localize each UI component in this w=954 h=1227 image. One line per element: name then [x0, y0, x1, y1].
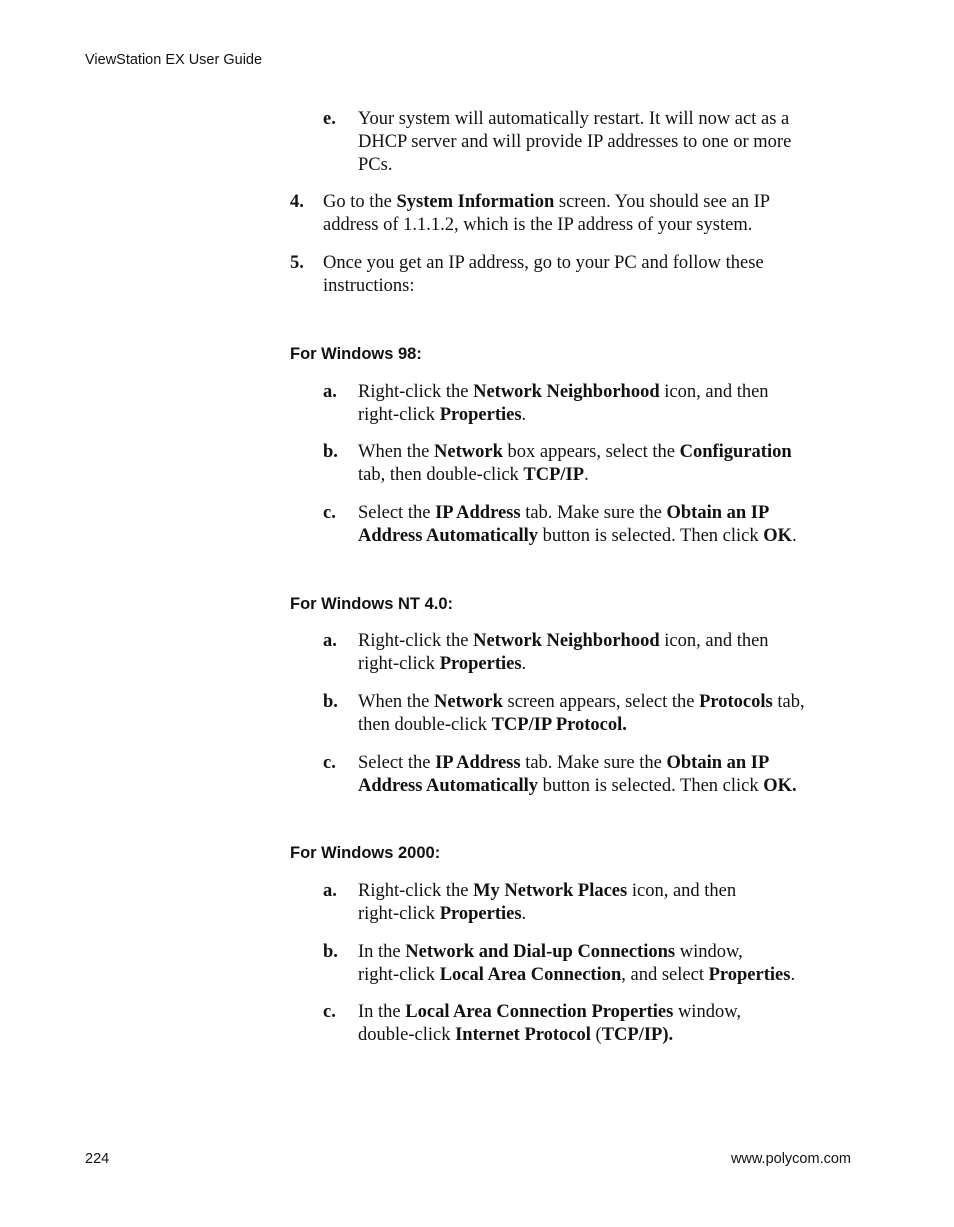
ui-term: Network Neighborhood — [473, 382, 660, 402]
step-label: c. — [323, 1002, 336, 1022]
text-line — [323, 275, 764, 298]
step-text — [358, 108, 791, 177]
step-text — [358, 502, 797, 548]
text-run: icon, and then — [659, 631, 769, 651]
text-run: In the — [358, 942, 406, 962]
section-heading-win2000: For Windows 2000: — [290, 844, 441, 862]
text-run: Select the — [358, 753, 436, 773]
step-text — [323, 191, 770, 237]
ui-term: TCP/IP — [523, 465, 585, 485]
text-line — [323, 191, 770, 214]
text-run: PCs. — [358, 155, 393, 175]
text-run: . — [521, 654, 527, 674]
step-text — [358, 752, 797, 798]
text-run: instructions: — [323, 276, 415, 296]
text-run: DHCP server and will provide IP addresses to one or more — [358, 132, 792, 152]
text-run: right-click — [358, 965, 440, 985]
text-run: window, — [673, 1002, 741, 1022]
ui-term: Obtain an IP — [666, 753, 770, 773]
text-line — [358, 653, 769, 676]
ui-term: System Information — [396, 192, 555, 212]
text-line — [358, 752, 797, 775]
step-label: c. — [323, 753, 336, 773]
text-run: button is selected. Then click — [538, 526, 764, 546]
ui-term: IP Address — [435, 753, 521, 773]
text-line — [358, 381, 769, 404]
text-run: icon, and then — [627, 881, 737, 901]
step-label: a. — [323, 881, 337, 901]
text-run: tab. Make sure the — [520, 753, 667, 773]
step-text — [323, 252, 764, 298]
section-heading-winnt: For Windows NT 4.0: — [290, 595, 454, 613]
step-text — [358, 630, 769, 676]
step-text — [358, 691, 805, 737]
ui-term: TCP/IP Protocol. — [491, 715, 627, 735]
ui-term: Obtain an IP — [666, 503, 770, 523]
text-line — [358, 1024, 741, 1047]
ui-term: Local Area Connection Properties — [405, 1002, 674, 1022]
text-run: Right-click the — [358, 382, 474, 402]
ui-term: TCP/IP). — [601, 1025, 674, 1045]
text-line — [358, 941, 795, 964]
ui-term: OK. — [763, 776, 797, 796]
text-run: right-click — [358, 654, 440, 674]
ui-term: Properties — [439, 654, 522, 674]
text-run: then double-click — [358, 715, 492, 735]
text-run: box appears, select the — [502, 442, 680, 462]
text-run: . — [521, 904, 527, 924]
text-run: right-click — [358, 405, 440, 425]
running-header: ViewStation EX User Guide — [85, 52, 263, 68]
step-label: b. — [323, 442, 338, 462]
text-run: Right-click the — [358, 631, 474, 651]
step-text — [358, 381, 769, 427]
text-run: double-click — [358, 1025, 456, 1045]
text-run: screen appears, select the — [502, 692, 700, 712]
text-run: Right-click the — [358, 881, 474, 901]
ui-term: Local Area Connection — [439, 965, 622, 985]
text-line — [358, 1001, 741, 1024]
text-line — [358, 154, 791, 177]
step-label: 5. — [290, 253, 304, 273]
ui-term: Address Automatically — [358, 526, 539, 546]
step-text — [358, 441, 792, 487]
text-line — [323, 252, 764, 275]
text-line — [358, 502, 797, 525]
text-line — [358, 775, 797, 798]
text-line — [358, 464, 792, 487]
text-run: ( — [590, 1025, 602, 1045]
ui-term: Network — [434, 442, 503, 462]
text-line — [358, 880, 736, 903]
text-run: tab, — [772, 692, 805, 712]
text-line — [358, 525, 797, 548]
text-line — [323, 214, 770, 237]
text-run: . — [584, 465, 589, 485]
text-line — [358, 441, 792, 464]
text-run: Go to the — [323, 192, 397, 212]
ui-term: IP Address — [435, 503, 521, 523]
text-run: Select the — [358, 503, 436, 523]
step-label: e. — [323, 109, 336, 129]
text-run: button is selected. Then click — [538, 776, 764, 796]
text-line — [358, 691, 805, 714]
text-run: tab, then double-click — [358, 465, 524, 485]
text-run: When the — [358, 442, 435, 462]
text-run: address of 1.1.1.2, which is the IP address of your system. — [323, 215, 753, 235]
text-run: tab. Make sure the — [520, 503, 667, 523]
text-run: , and select — [621, 965, 709, 985]
ui-term: Protocols — [699, 692, 773, 712]
text-line — [358, 404, 769, 427]
ui-term: Properties — [439, 904, 522, 924]
footer-url: www.polycom.com — [730, 1151, 851, 1167]
ui-term: Network — [434, 692, 503, 712]
text-run: screen. You should see an IP — [554, 192, 771, 212]
step-text — [358, 880, 736, 926]
ui-term: Properties — [708, 965, 791, 985]
ui-term: Network and Dial-up Connections — [405, 942, 676, 962]
text-run: In the — [358, 1002, 406, 1022]
step-label: c. — [323, 503, 336, 523]
ui-term: Network Neighborhood — [473, 631, 660, 651]
ui-term: My Network Places — [473, 881, 628, 901]
text-line — [358, 714, 805, 737]
text-line — [358, 630, 769, 653]
step-text — [358, 1001, 741, 1047]
step-label: a. — [323, 631, 337, 651]
ui-term: Internet Protocol — [455, 1025, 591, 1045]
ui-term: OK — [763, 526, 793, 546]
text-run: icon, and then — [659, 382, 769, 402]
text-run: window, — [675, 942, 743, 962]
section-heading-win98: For Windows 98: — [290, 345, 422, 363]
step-label: b. — [323, 942, 338, 962]
step-label: b. — [323, 692, 338, 712]
text-run: . — [790, 965, 796, 985]
ui-term: Address Automatically — [358, 776, 539, 796]
text-line — [358, 903, 736, 926]
step-label: a. — [323, 382, 337, 402]
text-run: Once you get an IP address, go to your PC and follow these — [323, 253, 764, 273]
text-run: When the — [358, 692, 435, 712]
step-text — [358, 941, 795, 987]
text-line — [358, 108, 791, 131]
text-run: . — [792, 526, 797, 546]
text-line — [358, 964, 795, 987]
ui-term: Properties — [439, 405, 522, 425]
text-run: . — [521, 405, 527, 425]
text-run: Your system will automatically restart. It will now act as a — [358, 109, 790, 129]
ui-term: Configuration — [679, 442, 792, 462]
page-number: 224 — [85, 1151, 110, 1167]
step-label: 4. — [290, 192, 304, 212]
text-line — [358, 131, 791, 154]
text-run: right-click — [358, 904, 440, 924]
